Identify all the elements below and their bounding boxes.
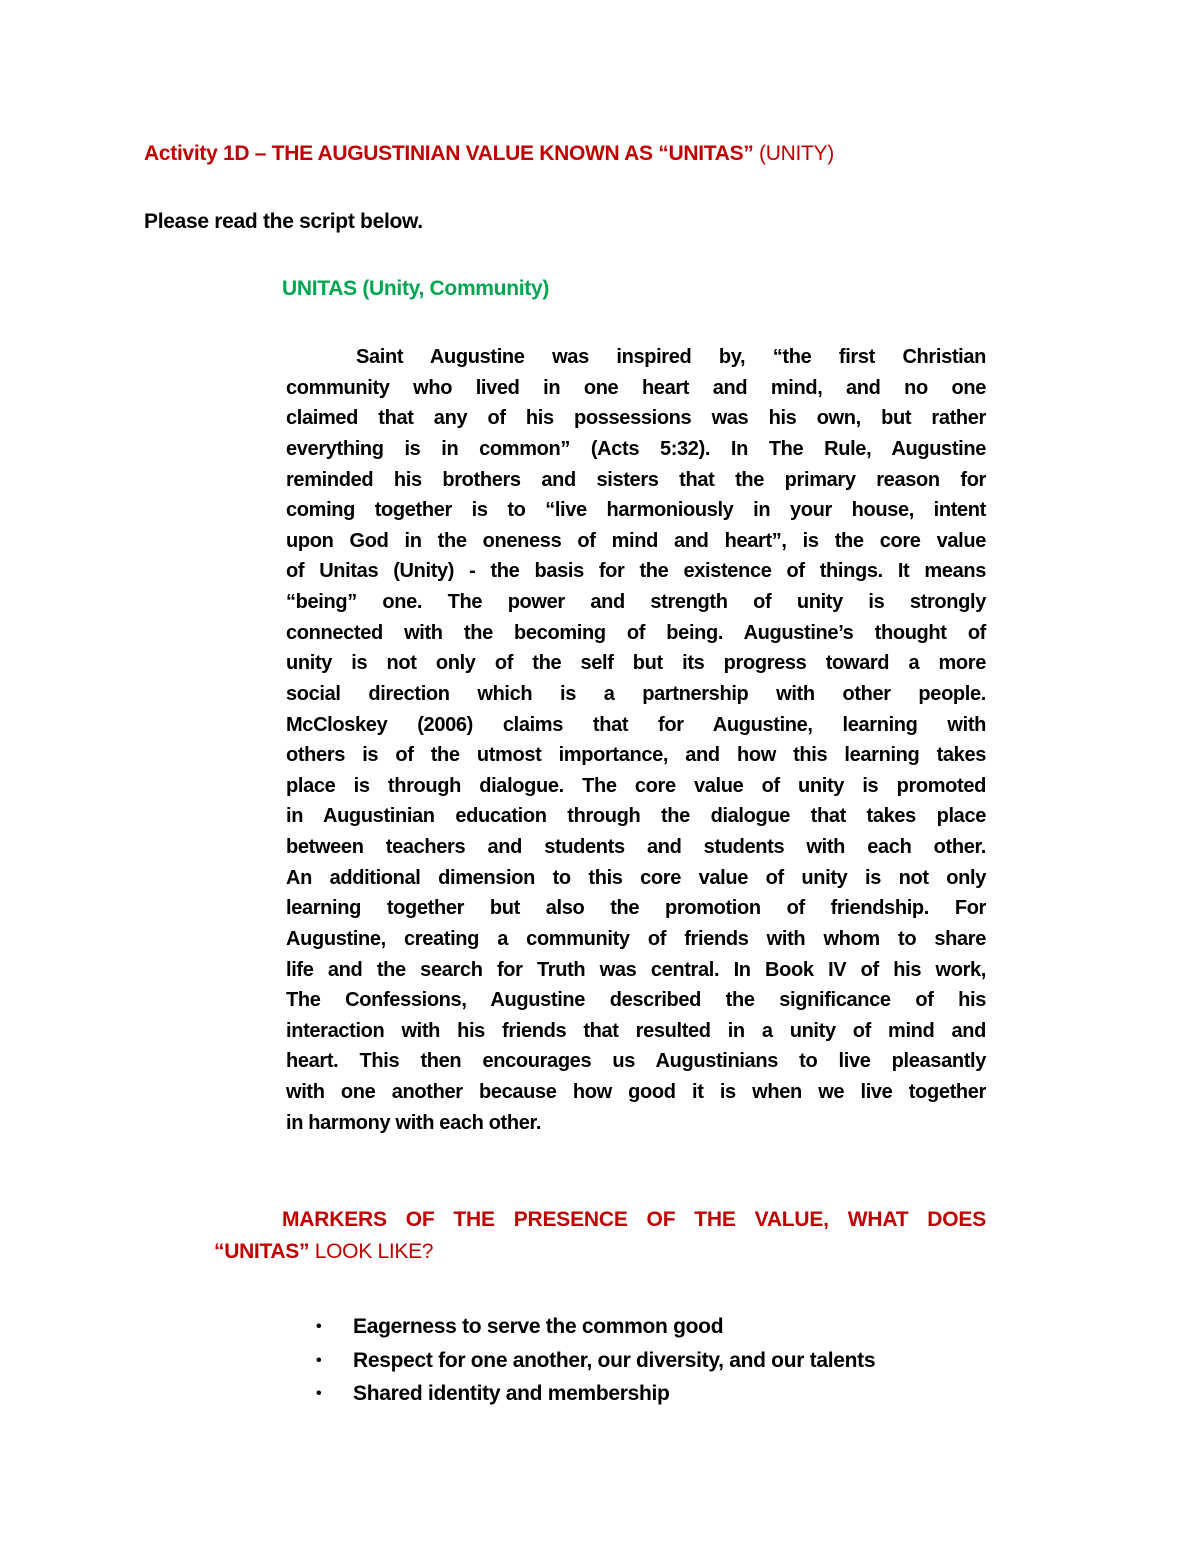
body-line: in harmony with each other. xyxy=(286,1111,542,1134)
body-line: life and the search for Truth was central. In Book IV of his work, xyxy=(286,958,986,981)
body-line: others is of the utmost importance, and how this learning takes xyxy=(286,744,986,767)
bullet-icon: • xyxy=(316,1351,322,1369)
bullet-icon: • xyxy=(316,1385,322,1402)
body-line: place is through dialogue. The core value of unity is promoted xyxy=(286,774,986,797)
activity-title xyxy=(144,142,834,166)
list-item xyxy=(316,1344,875,1378)
body-line: heart. This then encourages us Augustinians to live pleasantly xyxy=(286,1050,986,1073)
body-line: “being” one. The power and strength of unity is strongly xyxy=(286,591,986,613)
list-item xyxy=(316,1377,875,1411)
markers-list xyxy=(316,1310,875,1411)
list-item-text: Respect for one another, our diversity, and our talents xyxy=(353,1348,876,1372)
body-line: An additional dimension to this core value of unity is not only xyxy=(286,866,986,889)
body-line: connected with the becoming of being. Augustine’s thought of xyxy=(286,621,986,644)
body-line: The Confessions, Augustine described the significance of his xyxy=(286,989,986,1012)
body-line: community who lived in one heart and mind, and no one xyxy=(286,376,986,399)
body-line: Saint Augustine was inspired by, “the first Christian xyxy=(356,346,986,368)
body-line: with one another because how good it is when we live together xyxy=(286,1081,986,1103)
body-line: claimed that any of his possessions was his own, but rather xyxy=(286,407,986,430)
body-line: interaction with his friends that resulted in a unity of mind and xyxy=(286,1019,986,1042)
markers-heading-line1: MARKERS OF THE PRESENCE OF THE VALUE, WHAT DOES xyxy=(282,1208,986,1231)
bullet-icon: • xyxy=(316,1318,322,1335)
markers-heading-line2 xyxy=(214,1240,433,1264)
body-line: everything is in common” (Acts 5:32). In The Rule, Augustine xyxy=(286,437,986,460)
markers-heading-bold: “UNITAS” xyxy=(214,1240,310,1263)
title-bold: Activity 1D – THE AUGUSTINIAN VALUE KNOWN AS “UNITAS” xyxy=(144,142,754,165)
list-item-text: Shared identity and membership xyxy=(353,1382,670,1405)
body-line: Augustine, creating a community of friends with whom to share xyxy=(286,927,986,950)
body-line: of Unitas (Unity) - the basis for the existence of things. It means xyxy=(286,560,986,583)
title-regular: (UNITY) xyxy=(759,142,834,165)
body-line: upon God in the oneness of mind and heart”, is the core value xyxy=(286,529,986,552)
instruction-text: Please read the script below. xyxy=(144,210,423,233)
body-line: between teachers and students and students with each other. xyxy=(286,836,986,858)
body-line: social direction which is a partnership with other people. xyxy=(286,682,986,705)
body-line: unity is not only of the self but its progress toward a more xyxy=(286,652,986,675)
markers-heading-regular: LOOK LIKE? xyxy=(314,1240,434,1263)
body-line: learning together but also the promotion of friendship. For xyxy=(286,897,986,920)
body-line: McCloskey (2006) claims that for Augustine, learning with xyxy=(286,713,986,736)
section-subtitle: UNITAS (Unity, Community) xyxy=(282,277,550,300)
body-paragraph xyxy=(286,342,986,1138)
list-item xyxy=(316,1310,875,1344)
list-item-text: Eagerness to serve the common good xyxy=(353,1315,724,1338)
body-line: in Augustinian education through the dialogue that takes place xyxy=(286,805,986,828)
body-line: reminded his brothers and sisters that the primary reason for xyxy=(286,468,986,491)
body-line: coming together is to “live harmoniously in your house, intent xyxy=(286,499,986,522)
